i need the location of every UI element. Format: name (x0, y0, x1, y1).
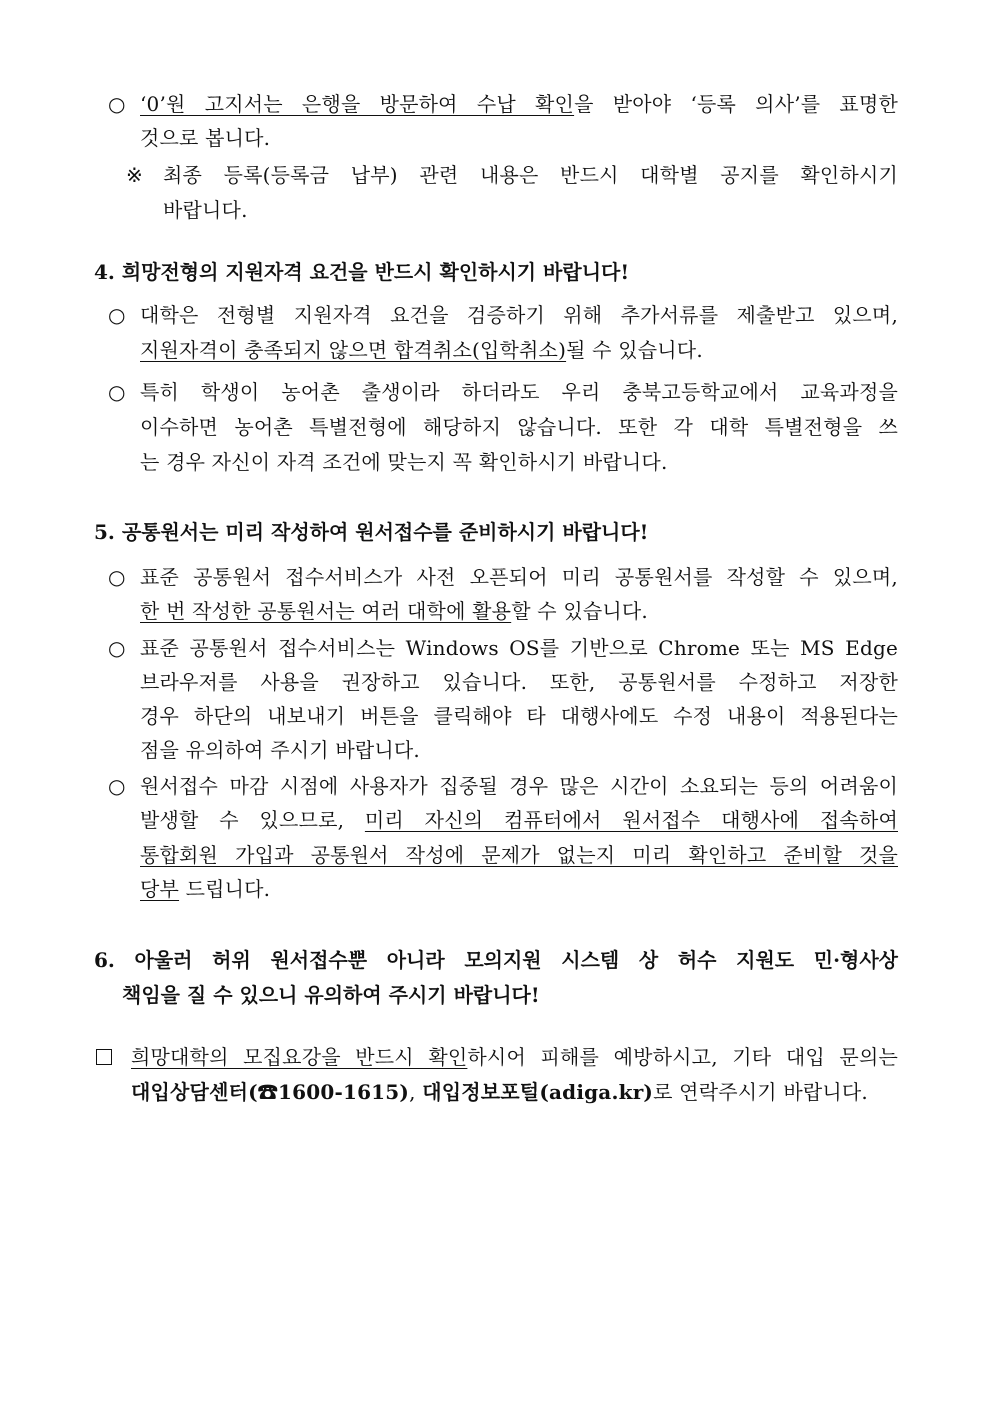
s5-bullet2-line1: 표준 공통원서 접수서비스는 Windows OS를 기반으로 Chrome 또는 MS Edge (140, 636, 898, 660)
section-6-heading-line1: 6. 아울러 허위 원서접수뿐 아니라 모의지원 시스템 상 허수 지원도 민·형사상 (94, 948, 898, 972)
closing-line2: 대입상담센터(☎1600-1615), 대입정보포털(adiga.kr)로 연락주시기 바랍니다. (131, 1080, 868, 1104)
s5-bullet1-line1: 표준 공통원서 접수서비스가 사전 오픈되어 미리 공통원서를 작성할 수 있으며, (140, 565, 898, 589)
circle-bullet: ○ (108, 636, 126, 660)
section-6-heading-line2: 책임을 질 수 있으니 유의하여 주시기 바랍니다! (122, 983, 540, 1007)
s3-bullet1-line1: ‘0’원 고지서는 은행을 방문하여 수납 확인을 받아야 ‘등록 의사’를 표명한 (140, 92, 898, 116)
checkbox-square-icon (96, 1049, 112, 1065)
circle-bullet: ○ (108, 380, 126, 404)
underlined-text: 한 번 작성한 공통원서는 여러 대학에 활용 (140, 599, 512, 623)
section-4-heading: 4. 희망전형의 지원자격 요건을 반드시 확인하시기 바랍니다! (94, 260, 630, 284)
section-5-heading: 5. 공통원서는 미리 작성하여 원서접수를 준비하시기 바랍니다! (94, 520, 649, 544)
underlined-text: 당부 (140, 877, 180, 901)
s3-note-line1: 최종 등록(등록금 납부) 관련 내용은 반드시 대학별 공지를 확인하시기 (163, 163, 898, 187)
underlined-text: 희망대학의 모집요강을 반드시 확인 (131, 1045, 468, 1069)
s4-bullet2-line3: 는 경우 자신이 자격 조건에 맞는지 꼭 확인하시기 바랍니다. (140, 450, 668, 474)
s3-note-line2: 바랍니다. (163, 198, 248, 222)
s5-bullet2-line3: 경우 하단의 내보내기 버튼을 클릭해야 타 대행사에도 수정 내용이 적용된다는 (140, 704, 898, 728)
s5-bullet1-line2: 한 번 작성한 공통원서는 여러 대학에 활용할 수 있습니다. (140, 599, 648, 623)
admission-portal-name: 대입정보포털(adiga.kr) (422, 1080, 654, 1104)
s5-bullet2-line4: 점을 유의하여 주시기 바랍니다. (140, 738, 420, 762)
circle-bullet: ○ (108, 565, 126, 589)
underlined-text: 통합회원 가입과 공통원서 작성에 문제가 없는지 미리 확인하고 준비할 것을 (140, 843, 898, 867)
s4-bullet2-line1: 특히 학생이 농어촌 출생이라 하더라도 우리 충북고등학교에서 교육과정을 (140, 380, 898, 404)
underlined-text: 미리 자신의 컴퓨터에서 원서접수 대행사에 접속하여 (364, 808, 898, 832)
s5-bullet3-line3 (140, 838, 898, 872)
underlined-text: ‘0’원 고지서는 은행을 방문하여 수납 확인 (140, 92, 575, 116)
s5-bullet2-line2: 브라우저를 사용을 권장하고 있습니다. 또한, 공통원서를 수정하고 저장한 (140, 670, 898, 694)
s5-bullet3-line2: 발생할 수 있으므로, 미리 자신의 컴퓨터에서 원서접수 대행사에 접속하여 (140, 808, 898, 832)
circle-bullet: ○ (108, 92, 126, 116)
circle-bullet: ○ (108, 303, 126, 327)
s4-bullet1-line2: 지원자격이 충족되지 않으면 합격취소(입학취소)될 수 있습니다. (140, 338, 703, 362)
s5-bullet3-line4: 당부 드립니다. (140, 877, 271, 901)
circle-bullet: ○ (108, 774, 126, 798)
s4-bullet2-line2: 이수하면 농어촌 특별전형에 해당하지 않습니다. 또한 각 대학 특별전형을 쓰 (140, 415, 898, 439)
s5-bullet3-line1: 원서접수 마감 시점에 사용자가 집중될 경우 많은 시간이 소요되는 등의 어려움이 (140, 774, 898, 798)
note-mark: ※ (126, 163, 143, 187)
closing-line1: 희망대학의 모집요강을 반드시 확인하시어 피해를 예방하시고, 기타 대입 문의는 (131, 1045, 898, 1069)
underlined-text: 지원자격이 충족되지 않으면 합격취소(입학취소) (140, 338, 567, 362)
s3-bullet1-line2: 것으로 봅니다. (140, 126, 271, 150)
admission-center-contact: 대입상담센터(☎1600-1615) (131, 1080, 410, 1104)
s4-bullet1-line1: 대학은 전형별 지원자격 요건을 검증하기 위해 추가서류를 제출받고 있으며, (140, 303, 898, 327)
